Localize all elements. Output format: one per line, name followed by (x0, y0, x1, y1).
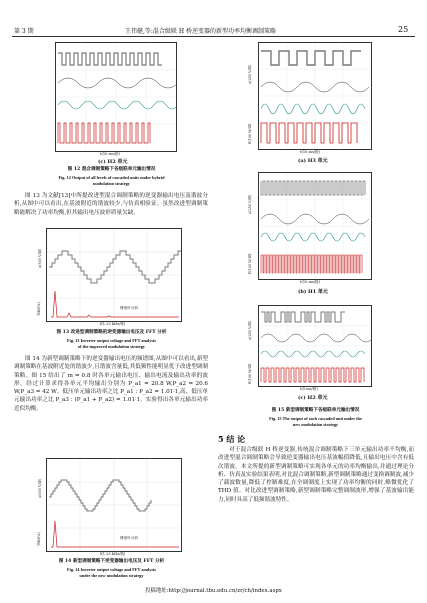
fig15a-yaxis-bottom: P(100 W/格) (248, 123, 252, 144)
footer-submission-url: 投稿地址:http://journal.tbu.edu.cn/zr/ch/index.aspx (145, 588, 282, 594)
fig14-xaxis: f(1.25 kHz/格) (100, 552, 126, 556)
fig13-annotation: 傅里叶分析 (120, 306, 138, 310)
fig12-plot (55, 42, 177, 152)
running-title: 王伟健,等:混合级联 H 桥逆变器的新型功率均衡调制策略 (125, 28, 276, 35)
fig14-caption-en-1: Fig. 14 Inverter output voltage and FFT analysis (67, 567, 156, 572)
fig15b-traces (259, 173, 371, 279)
fig13-caption-cn: 图 13 改进型调制策略的逆变器输出电压及 FFT 分析 (56, 330, 167, 335)
fig15a-subcaption: (a) H3 单元 (298, 158, 328, 164)
fig15b-yaxis-top: u(250 V/格) (248, 194, 252, 214)
issue-label: 第 3 期 (14, 28, 34, 35)
fig15a-traces (259, 43, 371, 149)
fig12-xaxis: t(10 ms/格) (100, 152, 121, 156)
conclusion-paragraph: 对于混合级联 H 桥逆变器,传统混合调制策略下三单元输出功率不均衡,而改进型混合调制策略会导致逆变器输出电压基波幅值降低,且输出电压中含有低次谐波。本文所提的新型调制策略可实现各单元的功率均衡输出,并通过理论分析、仿真及实验结果表明,对比混合调制策略,新型调制策略通过变换调制波,减少了载波数量,降低了控制难度,在全调制度上实现了功率均衡的同时,略微优化了 THD 值。对比改进型调制策略,新型调制策略完整调制波形,增强了基波输出能力,同时具高了低频谐波特性。 (218, 447, 414, 503)
fig13-yaxis-top: u(500 V/格) (38, 248, 42, 268)
fig15-caption-en-2: new modulation strategy (292, 422, 339, 427)
fig15b-xaxis: t(10 ms/格) (300, 280, 321, 284)
page-number: 25 (398, 25, 409, 34)
fig15c-yaxis-bottom: P(100 W/格) (248, 363, 252, 384)
fig14-annotation: 傅里叶分析 (120, 536, 138, 540)
fig15c-yaxis-top: u(250 V/格) (248, 320, 252, 340)
fig15a-plot (258, 42, 372, 150)
fig14-caption-en-2: under the new modulation strategy (79, 573, 144, 578)
fig15-caption-en-1: Fig. 15 The output of each cascaded unit under the (269, 416, 362, 421)
fig14-yaxis-bottom: THD(%) (37, 532, 41, 546)
fig15a-xaxis: t(10 ms/格) (300, 150, 321, 154)
paragraph-fig14-discussion: 图 14 为新型调制策略下的逆变器输出电压的频谱图,从图中可以看出,新型调制策略在基波附近处的谐波少,且谐波含量低,其低频性能明显优于改进型调制策略。图 15 给出了 m = 0.8 时各单元输出电压、输出电流及输出功率的波形。经过计算求得各单元平均输出分别为 P_a1 = 20.8 W,P_a2 = 20.6 W,P_a3 = 42 W。低压单元输出功率之比 P_a1 : P_a2 = 1.01∶1,高、低压单元输出功率之比 P_a3 : (P_a1 + P_a2) = 1.01∶1。实验得出各单元输出功率近似均衡。 (14, 356, 209, 412)
fig13-traces (47, 229, 181, 321)
fig13-xaxis: f(1.25 kHz/格) (100, 322, 126, 326)
fig15b-subcaption: (b) H1 单元 (298, 289, 328, 295)
section-heading-conclusion: 5 结 论 (218, 434, 246, 444)
fig12-subcaption: (c) H2 单元 (98, 159, 128, 165)
fig12-caption-en-1: Fig. 12 Output of all levels of cascaded units under hybrid (58, 175, 165, 180)
header-rule (12, 36, 415, 37)
fig15c-traces (259, 306, 371, 386)
fig14-caption-cn: 图 14 新型调制策略下逆变器输出电压及 FFT 分析 (58, 559, 165, 564)
fig13-plot (46, 228, 182, 322)
fig14-traces (47, 459, 181, 551)
fig15c-xaxis: t(5 ms/格) (300, 387, 318, 391)
fig15b-yaxis-bottom: P(100 W/格) (248, 253, 252, 274)
fig13-caption-en-1: Fig. 13 Inverter output voltage and FFT analysis (67, 338, 156, 343)
fig12-traces (56, 43, 176, 151)
fig14-plot (46, 458, 182, 552)
fig15b-plot (258, 172, 372, 280)
paragraph-fig13-discussion: 图 13 为文献[13]中所提改进型混合调制策略的逆变器输出电压及谐波分析,从图中可以看出,在基波附近的谐波较少,与仿真相验证。虽然改进型调制策略能解决了功率均衡,但其输出电压波形质量欠缺。 (14, 193, 208, 216)
fig13-caption-en-2: of the improved modulation strategy (78, 344, 145, 349)
fig15c-subcaption: (c) H2 单元 (298, 395, 328, 401)
fig15c-plot (258, 305, 372, 387)
fig15-caption-cn: 图 15 新型调制策略下各级联单元输出情况 (271, 408, 360, 413)
fig12-caption-cn: 图 12 混合调制策略下各级联单元输出情况 (67, 167, 156, 172)
fig15a-yaxis-top: u(250 V/格) (248, 64, 252, 84)
fig13-yaxis-bottom: THD(%) (37, 302, 41, 316)
fig12-caption-en-2: modulation strategy (93, 181, 130, 186)
fig14-yaxis-top: u(500 V/格) (38, 478, 42, 498)
